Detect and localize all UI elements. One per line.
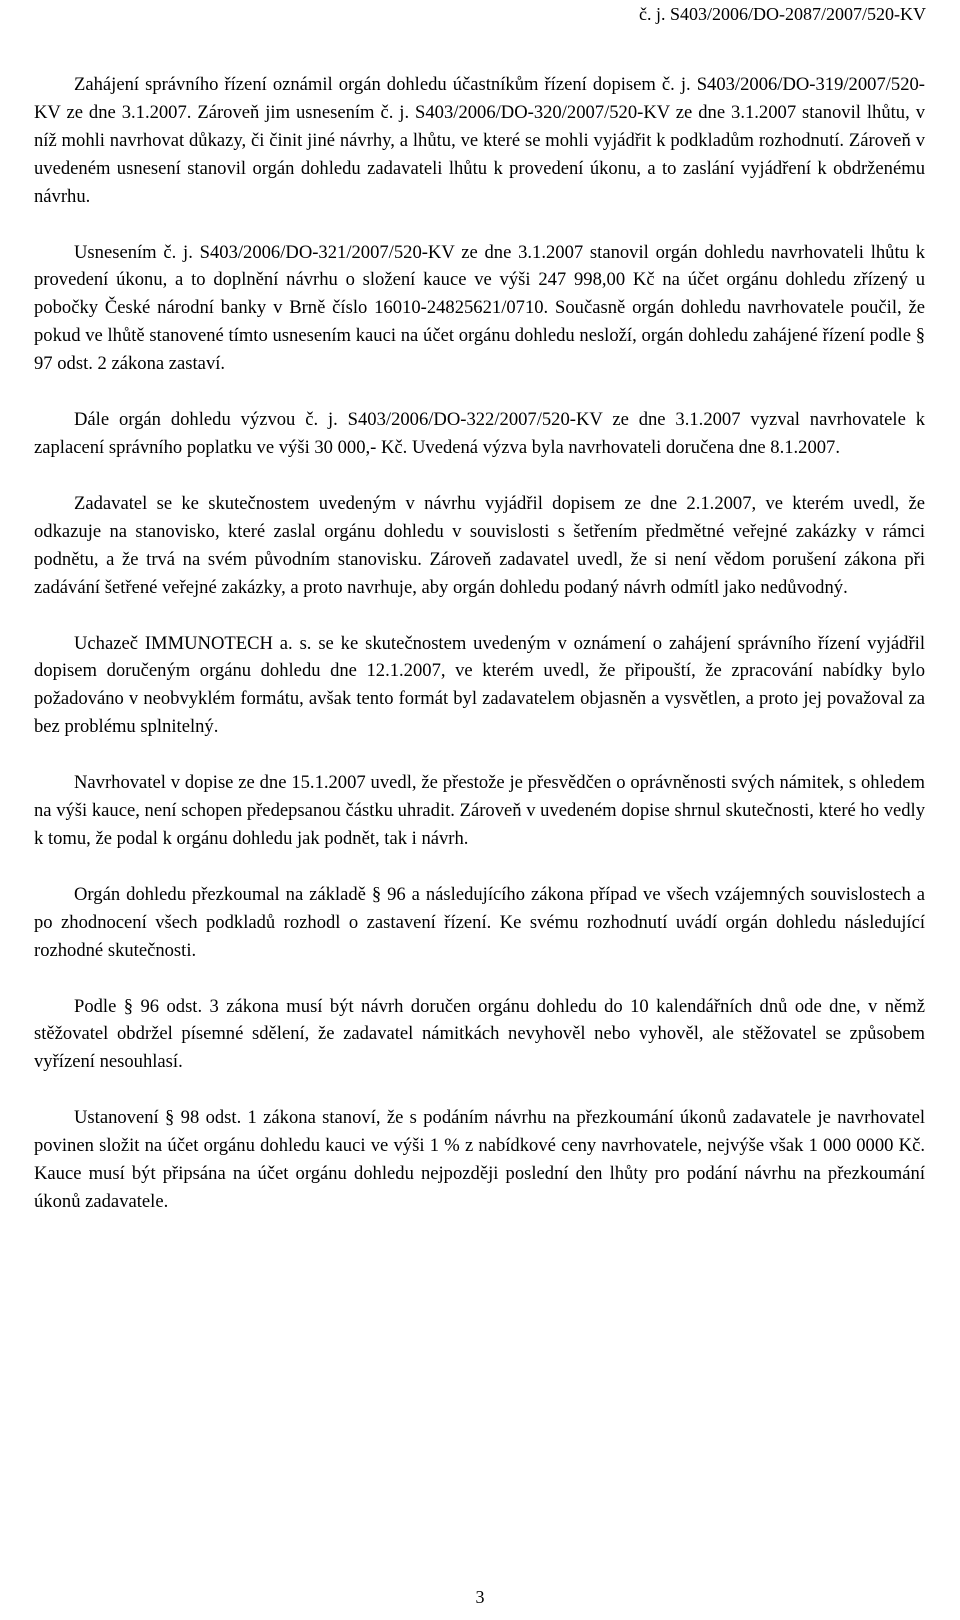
paragraph-proceedings-notice: Zahájení správního řízení oznámil orgán dohledu účastníkům řízení dopisem č. j. S403/2006/DO-319/2007/520-KV ze dne 3.1.2007. Zároveň jim usnesením č. j. S403/2006/DO-320/2007/520-KV ze dne 3.1.2007 stanovil lhůtu, v níž mohli navrhovat důkazy, či činit jiné návrhy, a lhůtu, ve které se mohli vyjádřit k podkladům rozhodnutí. Zároveň v uvedeném usnesení stanovil orgán dohledu zadavateli lhůtu k provedení úkonu, a to zaslání vyjádření k obdrženému návrhu. — [34, 74, 925, 207]
paragraph-fee-request: Dále orgán dohledu výzvou č. j. S403/2006/DO-322/2007/520-KV ze dne 3.1.2007 vyzval navrhovatele k zaplacení správního poplatku ve výši 30 000,- Kč. Uvedená výzva byla navrhovateli doručena dne 8.1.2007. — [34, 409, 925, 458]
document-reference-header: č. j. S403/2006/DO-2087/2007/520-KV — [639, 4, 926, 24]
paragraph-petitioner-letter: Navrhovatel v dopise ze dne 15.1.2007 uvedl, že přestože je přesvědčen o oprávněnosti svých námitek, s ohledem na výši kauce, není schopen předepsanou částku uhradit. Zároveň v uvedeném dopise shrnul skutečnosti, které ho vedly k tomu, že podal k orgánu dohledu jak podnět, tak i návrh. — [34, 772, 925, 849]
paragraph-contracting-authority-statement: Zadavatel se ke skutečnostem uvedeným v návrhu vyjádřil dopisem ze dne 2.1.2007, ve kterém uvedl, že odkazuje na stanovisko, které zaslal orgánu dohledu v souvislosti s šetřením předmětné veřejné zakázky v rámci podnětu, a že trvá na svém původním stanovisku. Zároveň zadavatel uvedl, že si není vědom porušení zákona při zadávání šetřené veřejné zakázky, a proto navrhuje, aby orgán dohledu podaný návrh odmítl jako nedůvodný. — [34, 492, 925, 598]
paragraph-deposit-resolution: Usnesením č. j. S403/2006/DO-321/2007/520-KV ze dne 3.1.2007 stanovil orgán dohledu navrhovateli lhůtu k provedení úkonu, a to doplnění návrhu o složení kauce ve výši 247 998,00 Kč na účet orgánu dohledu zřízený u pobočky České národní banky v Brně číslo 16010-24825621/0710. Současně orgán dohledu navrhovatele poučil, že pokud ve lhůtě stanovené tímto usnesením kauci na účet orgánu dohledu nesloží, orgán dohledu zahájené řízení podle § 97 odst. 2 zákona zastaví. — [34, 241, 925, 375]
page-number: 3 — [475, 1587, 485, 1607]
paragraph-deadline-rule: Podle § 96 odst. 3 zákona musí být návrh doručen orgánu dohledu do 10 kalendářních dnů ode dne, v němž stěžovatel obdržel písemné sdělení, že zadavatel námitkách nevyhověl nebo vyhověl, ale stěžovatel se způsobem vyřízení nesouhlasí. — [34, 995, 925, 1073]
paragraph-bidder-statement: Uchazeč IMMUNOTECH a. s. se ke skutečnostem uvedeným v oznámení o zahájení správního řízení vyjádřil dopisem doručeným orgánu dohledu dne 12.1.2007, ve kterém uvedl, že připouští, že zpracování nabídky bylo požadováno v neobvyklém formátu, avšak tento formát byl zadavatelem objasněn a vysvětlen, a proto jej považoval za bez problému splnitelný. — [34, 632, 925, 738]
paragraph-deposit-rule: Ustanovení § 98 odst. 1 zákona stanoví, že s podáním návrhu na přezkoumání úkonů zadavatele je navrhovatel povinen složit na účet orgánu dohledu kauci ve výši 1 % z nabídkové ceny navrhovatele, nejvýše však 1 000 0000 Kč. Kauce musí být připsána na účet orgánu dohledu nejpozději poslední den lhůty pro podání návrhu na přezkoumání úkonů zadavatele. — [34, 1107, 925, 1212]
document-body — [34, 71, 925, 1216]
paragraph-review-summary: Orgán dohledu přezkoumal na základě § 96 a následujícího zákona případ ve všech vzájemných souvislostech a po zhodnocení všech podkladů rozhodl o zastavení řízení. Ke svému rozhodnutí uvádí orgán dohledu následující rozhodné skutečnosti. — [34, 883, 925, 961]
